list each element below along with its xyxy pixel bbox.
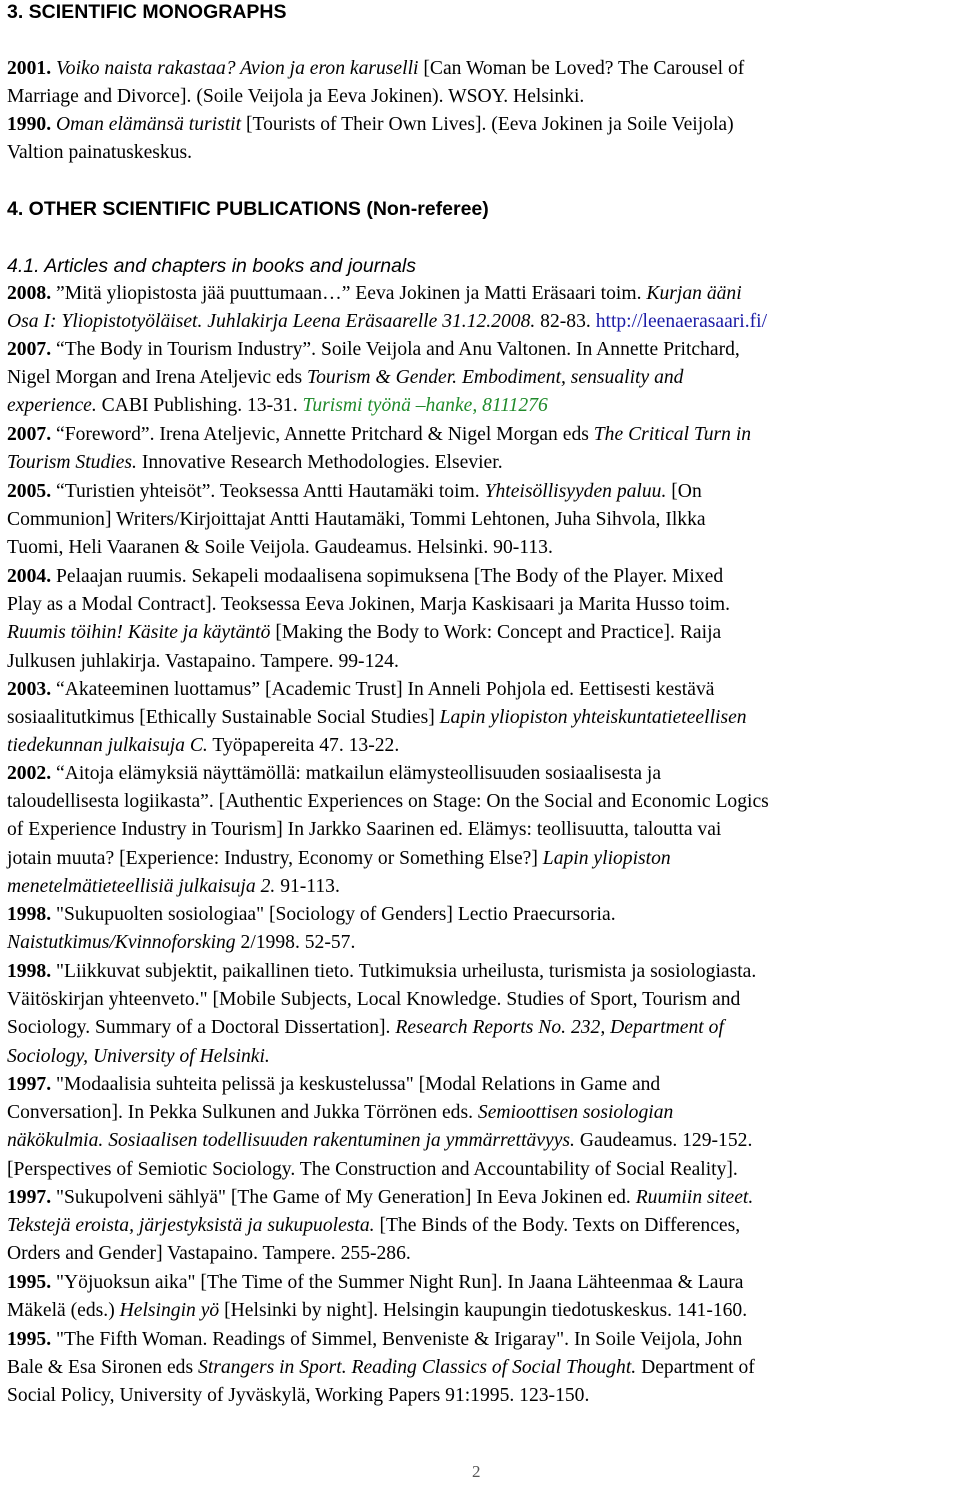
entry-text: In Annette Pritchard, [576, 339, 740, 360]
entry-source: Ruumis töihin! Käsite ja käytäntö [7, 622, 271, 644]
entry-text: Mäkelä (eds.) [7, 1300, 115, 1322]
entry-source: Semioottisen sosiologian [477, 1102, 674, 1124]
entry-title: Pelaajan ruumis. [56, 566, 187, 587]
entry-title: ”Mitä yliopistosta jää puuttumaan…” [56, 283, 351, 304]
entry-text: Sekapeli modaalisena sopimuksena [191, 566, 470, 587]
entry-source: Embodiment, sensuality and [461, 367, 684, 389]
entry-text: [The Binds of the Body. Texts on Differences, [379, 1215, 741, 1237]
monographs-heading: 3. SCIENTIFIC MONOGRAPHS [7, 1, 287, 23]
entry-title: "Yöjuoksun aika" [The Time of the Summer Night Run]. In Jaana Lähteenmaa & Laura [56, 1272, 744, 1293]
entry-text: [Making the Body to Work: Concept and Practice]. Raija [275, 622, 722, 644]
entry-pages: 82-83. [540, 311, 591, 333]
entry-text: [Tourists of Their Own Lives]. (Eeva Jokinen ja Soile Veijola) [245, 114, 734, 135]
entry-text: Julkusen juhlakirja. Vastapaino. Tampere. 99-124. [7, 650, 399, 672]
entry-title: “The Body in Tourism Industry” [56, 339, 312, 360]
entry-text: Innovative Research Methodologies. Elsevier. [141, 452, 503, 474]
entry-title: Voiko naista rakastaa? Avion ja eron karuselli [56, 58, 419, 79]
entry-title: "Sukupuolten sosiologiaa" [Sociology of Genders] Lectio Praecursoria. [56, 904, 616, 925]
entry-text: Soile Veijola and Anu Valtonen. [320, 339, 572, 360]
entry-title: “Turistien yhteisöt” [56, 481, 211, 502]
entry-text: Väitöskirjan yhteenveto." [Mobile Subjects, Local Knowledge. Studies of Sport, Tourism and [7, 989, 741, 1011]
entry-source: Osa I: Yliopistotyöläiset. Juhlakirja Leena Eräsaarelle 31.12.2008. [7, 311, 536, 333]
entry-text: [On [671, 481, 702, 502]
entry-text: Työpapereita 47. 13-22. [212, 735, 400, 757]
article-entry-2002: 2002. “Aitoja elämyksiä näyttämöllä: matkailun elämysteollisuuden sosiaalisesta ja taloudellisesta logiikasta”. [Authentic Experiences on Stage: On the Social and Economic Logics of Experience Industry in Tourism] In Jarkko Saarinen ed. Elämys: teollisuutta, taloutta vai jotain muuta? [Experience: Industry, Economy or Something Else?] Lapin yliopiston menetelmätieteellisiä julkaisuja 2. 91-113. [7, 760, 959, 901]
entry-text: Tuomi, Heli Vaaranen & Soile Veijola. Gaudeamus. Helsinki. 90-113. [7, 537, 553, 559]
page-number: 2 [472, 1462, 481, 1481]
entry-year: 1997. [7, 1074, 52, 1095]
article-entry-2008 [7, 280, 959, 336]
entry-text: Irena Ateljevic, Annette Pritchard & Nigel Morgan eds [159, 424, 589, 445]
entry-text: CABI Publishing. 13-31. [101, 395, 298, 417]
article-entry-1995-fifth-woman [7, 1326, 959, 1411]
entry-text: Department of [641, 1357, 755, 1379]
entry-text: Eeva Jokinen ja Matti Eräsaari toim. [355, 283, 642, 304]
entry-source: Tourism & Gender. [307, 367, 458, 389]
entry-year: 2003. [7, 679, 52, 700]
article-entry-1998-genders [7, 901, 959, 957]
entry-text: Nigel Morgan and Irena Ateljevic eds [7, 367, 303, 389]
article-entry-2003 [7, 676, 959, 761]
entry-year: 1998. [7, 961, 52, 982]
entry-source: Ruumiin siteet. [635, 1187, 754, 1208]
entry-year: 1997. [7, 1187, 52, 1208]
entry-text: Valtion painatuskeskus. [7, 142, 193, 164]
entry-text: Orders and Gender] Vastapaino. Tampere. 255-286. [7, 1243, 411, 1265]
entry-text: Gaudeamus. 129-152. [579, 1130, 753, 1152]
entry-source: Research Reports No. 232, Department of [395, 1017, 724, 1039]
entry-text: [Authentic Experiences on Stage: On the Social and Economic Logics [218, 791, 769, 813]
entry-title: “Aitoja elämyksiä näyttämöllä: matkailun elämysteollisuuden sosiaalisesta ja [56, 763, 662, 784]
entry-source: Tekstejä eroista, järjestyksistä ja sukupuolesta. [7, 1215, 375, 1237]
entry-text: Social Policy, University of Jyväskylä, Working Papers 91:1995. 123-150. [7, 1385, 590, 1407]
entry-title: "The Fifth Woman. Readings of Simmel, Benveniste & Irigaray". In Soile Veijola, John [56, 1329, 743, 1350]
entry-text: Communion] Writers/Kirjoittajat Antti Hautamäki, Tommi Lehtonen, Juha Sihvola, Ilkka [7, 509, 706, 531]
entry-pages: 91-113. [280, 875, 340, 897]
entry-year: 2002. [7, 763, 52, 784]
article-entry-2007-body: 2007. “The Body in Tourism Industry”. Soile Veijola and Anu Valtonen. In Annette Pritchard, Nigel Morgan and Irena Ateljevic eds Tourism & Gender. Embodiment, sensuality and experience. CABI Publishing. 13-31. Turismi työnä –hanke, 8111276 [7, 339, 740, 417]
monograph-entry [7, 111, 959, 167]
article-entry-1995-night-run [7, 1269, 959, 1325]
entry-text: [Academic Trust] In Anneli Pohjola ed. Eettisesti kestävä [264, 679, 715, 700]
entry-text: Marriage and Divorce]. (Soile Veijola ja Eeva Jokinen). WSOY. Helsinki. [7, 86, 585, 108]
entry-text: of Experience Industry in Tourism] In Jarkko Saarinen ed. Elämys: teollisuutta, taloutta vai [7, 819, 722, 841]
entry-text: [The Body of the Player. Mixed [473, 566, 724, 587]
entry-text: sosiaalitutkimus [Ethically Sustainable Social Studies] [7, 707, 435, 729]
entry-title: taloudellisesta logiikasta” [7, 791, 209, 813]
entry-title: "Sukupolveni sählyä" [The Game of My Generation] In Eeva Jokinen ed. [56, 1187, 631, 1208]
entry-source: Strangers in Sport. Reading Classics of Social Thought. [198, 1357, 637, 1379]
entry-source: Lapin yliopiston yhteiskuntatieteellisen [439, 707, 747, 729]
entry-text: jotain muuta? [Experience: Industry, Economy or Something Else?] [7, 847, 538, 869]
entry-text: Conversation]. In Pekka Sulkunen and Jukka Törrönen eds. [7, 1102, 473, 1124]
entry-source: menetelmätieteellisiä julkaisuja 2. [7, 875, 276, 897]
entry-year: 1990. [7, 114, 52, 135]
entry-source: Naistutkimus/Kvinnoforsking [7, 932, 236, 954]
entry-title: "Liikkuvat subjektit, paikallinen tieto. Tutkimuksia urheilusta, turismista ja sosiologiasta. [56, 961, 757, 982]
entry-title: Oman elämänsä turistit [56, 114, 242, 135]
entry-text: Teoksessa Antti Hautamäki toim. [219, 481, 480, 502]
article-entry-2007-foreword: 2007. “Foreword”. Irena Ateljevic, Annette Pritchard & Nigel Morgan eds The Critical Turn in Tourism Studies. Innovative Research Methodologies. Elsevier. [7, 424, 752, 474]
project-note: Turismi työnä –hanke, 8111276 [302, 395, 548, 417]
entry-year: 2007. [7, 339, 52, 360]
entry-year: 2007. [7, 424, 52, 445]
entry-title: “Akateeminen luottamus” [56, 679, 261, 700]
entry-text: Sociology. Summary of a Doctoral Dissertation]. [7, 1017, 391, 1039]
article-entry-1997-modal [7, 1071, 959, 1184]
entry-source: Sociology, University of Helsinki. [7, 1045, 270, 1067]
entry-source: Helsingin yö [119, 1300, 220, 1322]
entry-year: 2008. [7, 283, 52, 304]
entry-text: Bale & Esa Sironen eds [7, 1357, 194, 1379]
entry-source: näkökulmia. Sosiaalisen todellisuuden rakentuminen ja ymmärrettävyys. [7, 1130, 575, 1152]
entry-pages: 2/1998. 52-57. [240, 932, 356, 954]
entry-text: Play as a Modal Contract]. Teoksessa Eeva Jokinen, Marja Kaskisaari ja Marita Husso toim. [7, 594, 731, 616]
entry-year: 1995. [7, 1272, 52, 1293]
entry-source: experience. [7, 395, 97, 417]
entry-year: 1995. [7, 1329, 52, 1350]
articles-subheading: 4.1. Articles and chapters in books and journals [7, 255, 417, 277]
entry-source: Kurjan ääni [646, 283, 742, 304]
entry-source: tiedekunnan julkaisuja C. [7, 735, 208, 757]
monograph-entry [7, 55, 959, 111]
entry-source: Tourism Studies. [7, 452, 137, 474]
entry-title: “Foreword” [56, 424, 150, 445]
entry-source: Yhteisöllisyyden paluu. [484, 481, 667, 502]
entry-text: [Helsinki by night]. Helsingin kaupungin tiedotuskeskus. 141-160. [224, 1300, 748, 1322]
entry-text: [Can Woman be Loved? The Carousel of [423, 58, 745, 79]
article-entry-2004 [7, 563, 959, 676]
entry-title: "Modaalisia suhteita pelissä ja keskustelussa" [Modal Relations in Game and [56, 1074, 661, 1095]
entry-link[interactable]: http://leenaerasaari.fi/ [595, 311, 768, 333]
article-entry-1997-generation [7, 1184, 959, 1269]
entry-source: The Critical Turn in [593, 424, 752, 445]
entry-year: 2005. [7, 481, 52, 502]
entry-text: [Perspectives of Semiotic Sociology. The Construction and Accountability of Social Reality]. [7, 1158, 738, 1180]
entry-source: Lapin yliopiston [542, 847, 671, 869]
entry-year: 2001. [7, 58, 52, 79]
article-entry-1998-subjects [7, 958, 959, 1071]
other-publications-heading: 4. OTHER SCIENTIFIC PUBLICATIONS (Non-referee) [7, 198, 489, 220]
article-entry-2005: 2005. “Turistien yhteisöt”. Teoksessa Antti Hautamäki toim. Yhteisöllisyyden paluu. [On Communion] Writers/Kirjoittajat Antti Hautamäki, Tommi Lehtonen, Juha Sihvola, Ilkka Tuomi, Heli Vaaranen & Soile Veijola. Gaudeamus. Helsinki. 90-113. [7, 478, 959, 563]
entry-year: 2004. [7, 566, 52, 587]
entry-year: 1998. [7, 904, 52, 925]
